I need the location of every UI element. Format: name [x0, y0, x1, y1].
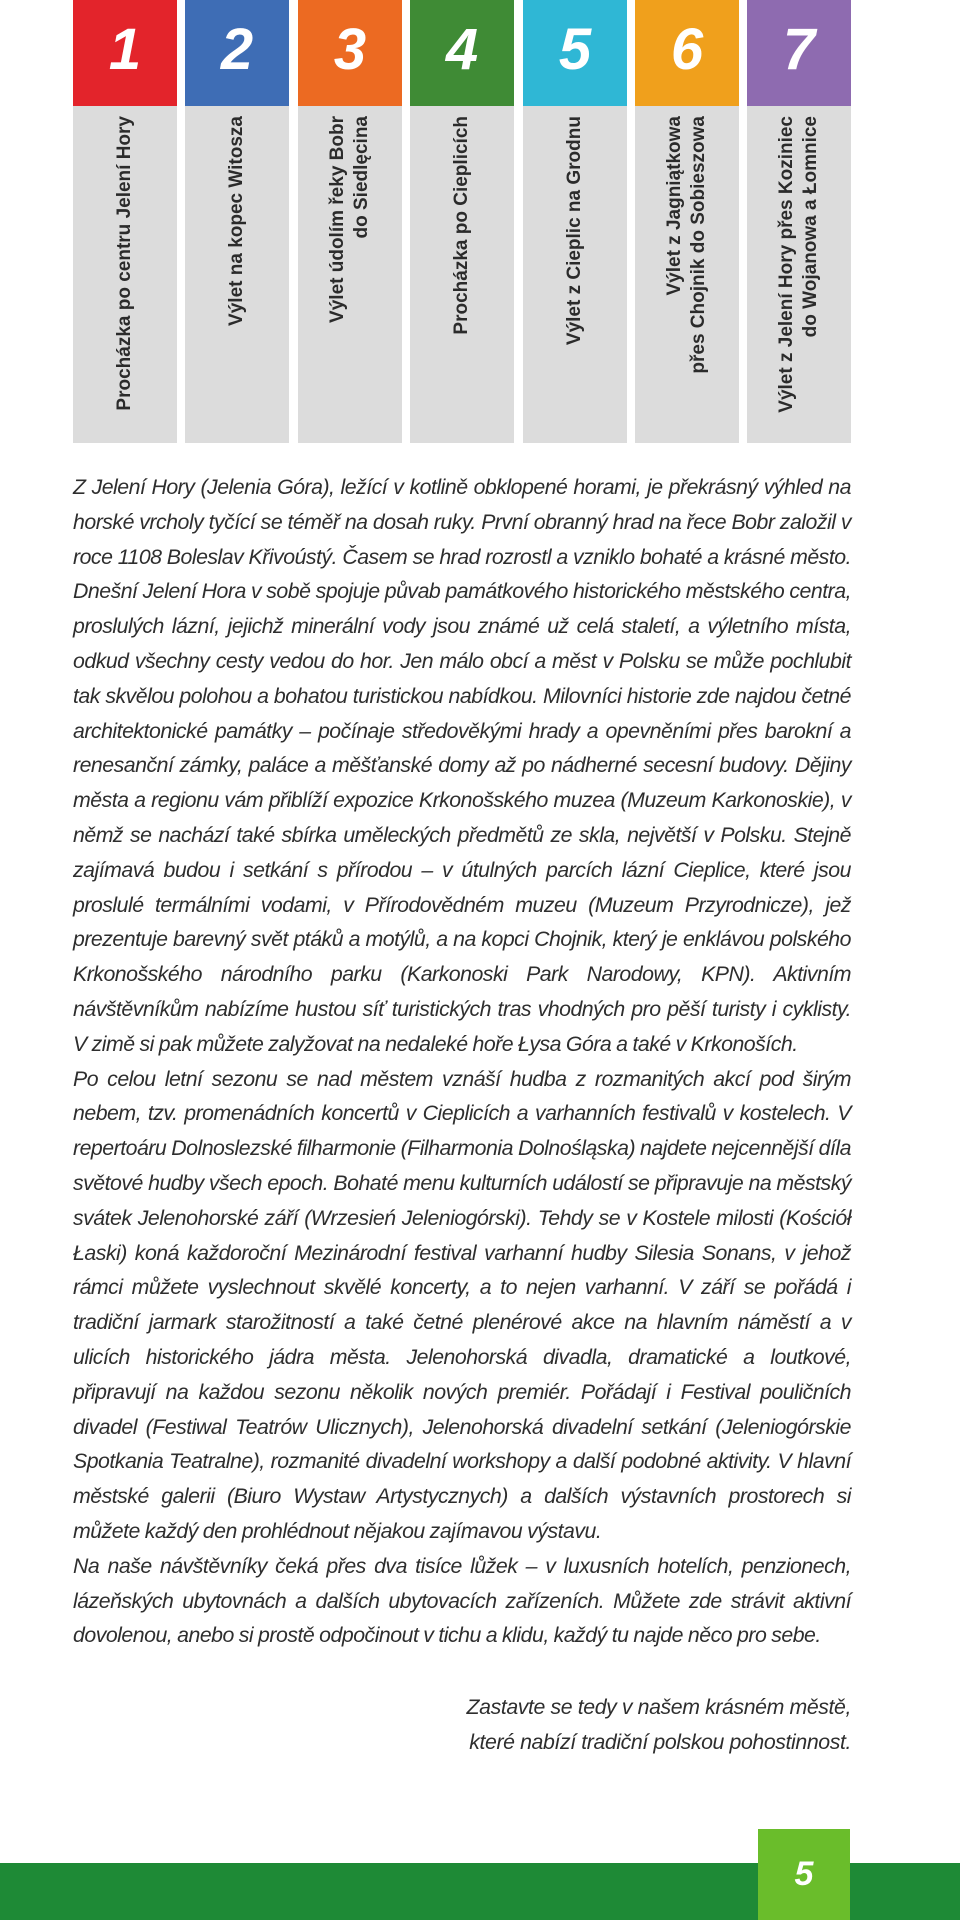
- route-tab-1[interactable]: [73, 0, 177, 443]
- closing-line-1: Zastavte se tedy v našem krásném městě,: [466, 1695, 851, 1719]
- route-tab-5[interactable]: [523, 0, 627, 443]
- article-body: [73, 470, 851, 1653]
- route-tab-4[interactable]: [410, 0, 514, 443]
- route-tab-6[interactable]: [635, 0, 739, 443]
- route-tab-label: [73, 106, 177, 443]
- route-tab-number: 3: [298, 0, 402, 106]
- route-tabs: [73, 0, 851, 443]
- article-paragraph-2: Po celou letní sezonu se nad městem vznáší hudba z rozmanitých akcí pod širým nebem, tzv. promenádních koncertů v Cieplicích a varhanních festivalů v kostelech. V repertoáru Dolnoslezské filharmonie (Filharmonia Dolnośląska) najdete nejcennější díla světové hudby všech epoch. Bohaté menu kulturních událostí se připravuje na městský svátek Jelenohorské září (Wrzesień Jeleniogórski). Tehdy se v Kostele milosti (Kościół Łaski) koná každoroční Mezinárodní festival varhanní hudby Silesia Sonans, v jehož rámci můžete vyslechnout skvělé koncerty, a to nejen varhanní. V září se pořádá i tradiční jarmark starožitností a také četné plenérové akce na hlavním náměstí a v ulicích historického jádra města. Jelenohorská divadla, dramatické a loutkové, připravují na každou sezonu několik nových premiér. Pořádají i Festival pouličních divadel (Festiwal Teatrów Ulicznych), Jelenohorská divadelní setkání (Jeleniogórskie Spotkania Teatralne), rozmanité divadelní workshopy a další podobné aktivity. V hlavní městské galerii (Biuro Wystaw Artystycznych) a dalších výstavních prostorech si můžete každý den prohlédnout nějakou zajímavou výstavu.: [73, 1066, 851, 1543]
- page-number: 5: [758, 1829, 850, 1920]
- article-paragraph-1: Z Jelení Hory (Jelenia Góra), ležící v kotlině obklopené horami, je překrásný výhled na horské vrcholy tyčící se téměř na dosah ruky. První obranný hrad na řece Bobr založil v roce 1108 Boleslav Křivoústý. Časem se hrad rozrostl a vzniklo bohaté a krásné město. Dnešní Jelení Hora v sobě spojuje půvab památkového historického městského centra, proslulých lázní, jejichž minerální vody jsou známé už celá staletí, a výletního místa, odkud všechny cesty vedou do hor. Jen málo obcí a měst v Polsku se může pochlubit tak skvělou polohou a bohatou turistickou nabídkou. Milovníci historie zde najdou četné architektonické památky – počínaje středověkými hrady a opevněními přes barokní a renesanční zámky, paláce a měšťanské domy až po nádherné secesní budovy. Dějiny města a regionu vám přiblíží expozice Krkonošského muzea (Muzeum Karkonoskie), v němž se nachází také sbírka uměleckých předmětů ze skla, největší v Polsku. Stejně zajímavá budou i setkání s přírodou – v útulných parcích lázní Cieplice, které jsou proslulé termálními vodami, v Přírodovědném muzeu (Muzeum Przyrodnicze), jež prezentuje barevný svět ptáků a motýlů, a na kopci Chojnik, který je enklávou polského Krkonošského národního parku (Karkonoski Park Narodowy, KPN). Aktivním návštěvníkům nabízíme hustou síť turistických tras vhodných pro pěší turisty i cyklisty. V zimě si pak můžete zalyžovat na nedaleké hoře Łysa Góra a také v Krkonoších.: [73, 475, 851, 1056]
- route-tab-number: 2: [185, 0, 289, 106]
- closing-invitation: [467, 1690, 851, 1760]
- route-tab-7[interactable]: [747, 0, 851, 443]
- route-tab-number: 4: [410, 0, 514, 106]
- route-tab-label: [185, 106, 289, 443]
- route-tab-label: [635, 106, 739, 443]
- route-tab-title: Procházka po Cieplicích: [451, 116, 472, 335]
- route-tab-title-line-1: Výlet údolím řeky Bobr: [327, 116, 348, 323]
- route-tab-number: 6: [635, 0, 739, 106]
- route-tab-label: [410, 106, 514, 443]
- route-tab-label: [747, 106, 851, 443]
- route-tab-title: Výlet z Cieplic na Grodnu: [564, 116, 585, 346]
- route-tab-label: [298, 106, 402, 443]
- route-tab-title-line-1: Výlet z Jagniątkowa: [664, 116, 685, 296]
- route-tab-title-line-2: přes Chojnik do Sobieszowa: [688, 116, 709, 374]
- route-tab-title: Procházka po centru Jelení Hory: [114, 116, 135, 411]
- route-tab-2[interactable]: [185, 0, 289, 443]
- route-tab-title-line-2: do Wojanowa a Łomnice: [800, 116, 821, 338]
- route-tab-number: 7: [747, 0, 851, 106]
- closing-line-2: které nabízí tradiční polskou pohostinnost.: [469, 1729, 851, 1754]
- route-tab-number: 1: [73, 0, 177, 106]
- route-tab-label: [523, 106, 627, 443]
- route-tab-title-line-2: do Siedlęcina: [351, 116, 372, 239]
- route-tab-title: Výlet na kopec Witosza: [226, 116, 247, 326]
- route-tab-title-line-1: Výlet z Jelení Hory přes Koziniec: [776, 116, 797, 413]
- route-tab-3[interactable]: [298, 0, 402, 443]
- route-tab-number: 5: [523, 0, 627, 106]
- article-paragraph-3: Na naše návštěvníky čeká přes dva tisíce lůžek – v luxusních hotelích, penzionech, lázeňských ubytovnách a dalších ubytovacích zařízeních. Můžete zde strávit aktivní dovolenou, anebo si prostě odpočinout v tichu a klidu, každý tu najde něco pro sebe.: [73, 1553, 851, 1648]
